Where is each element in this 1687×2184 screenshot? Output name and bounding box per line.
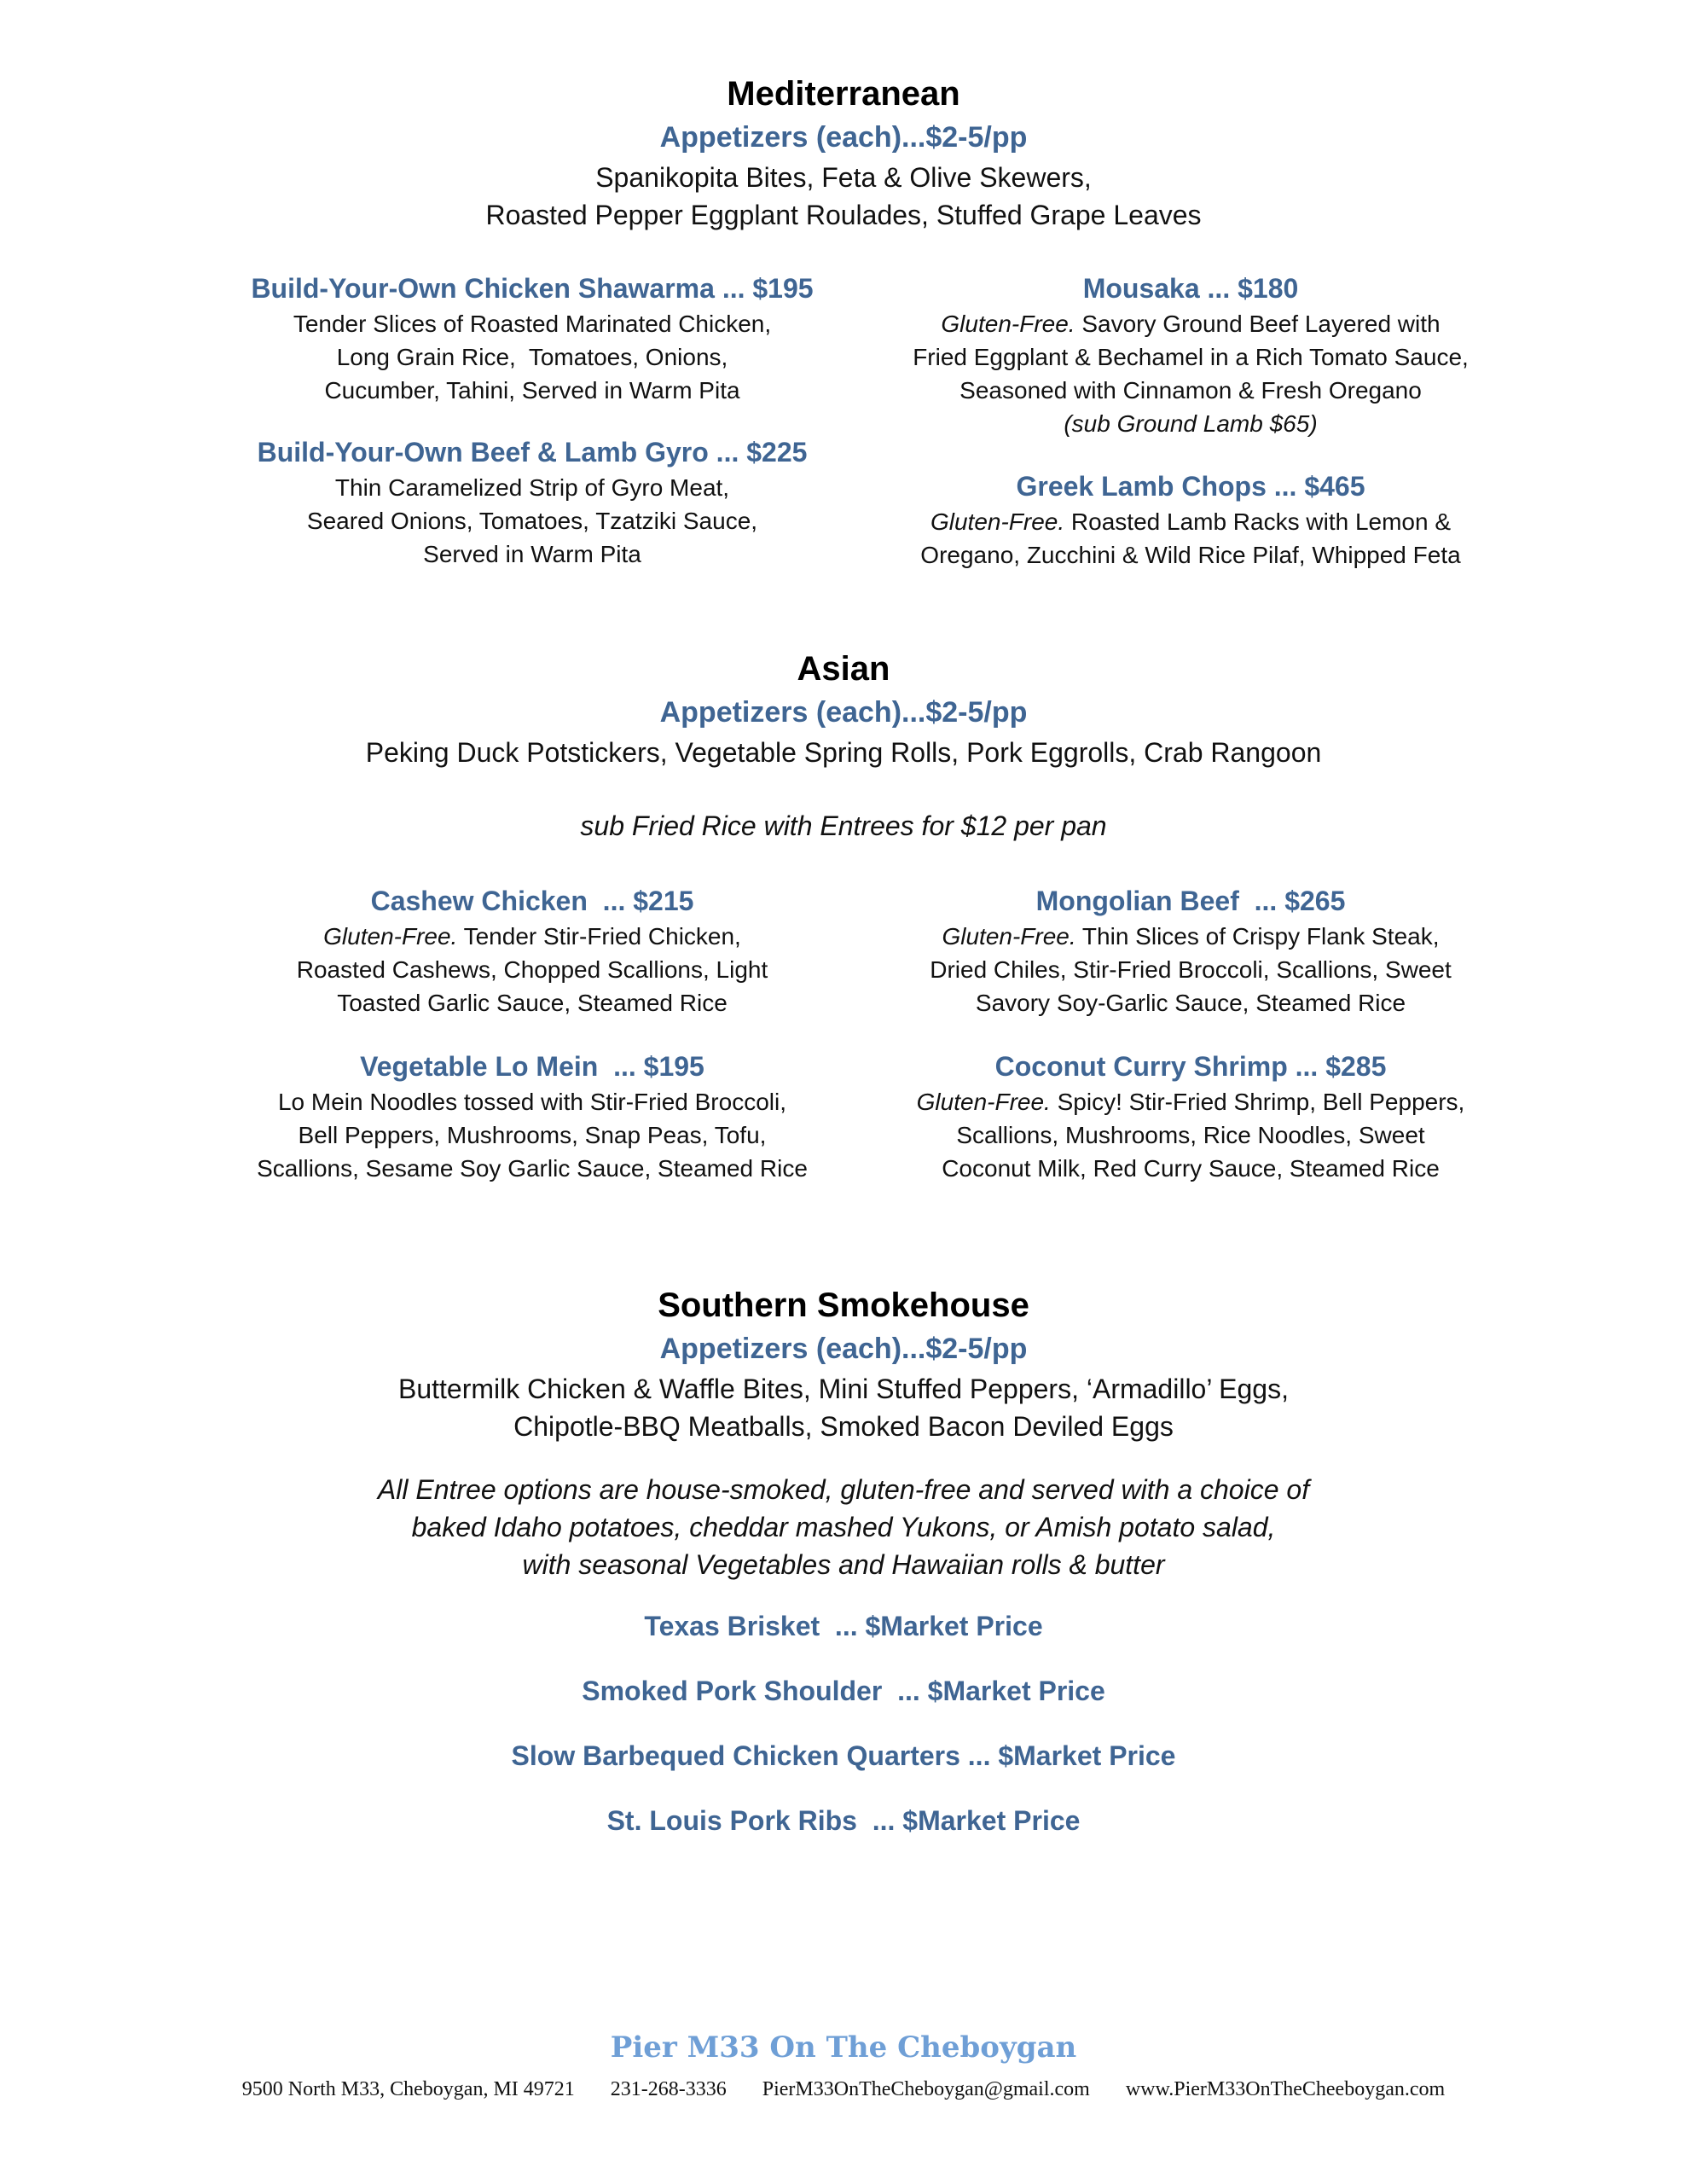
description-line: Scallions, Sesame Soy Garlic Sauce, Steamed Rice <box>257 1155 808 1182</box>
description-text: Savory Ground Beef Layered with <box>1081 311 1441 337</box>
description-line <box>867 920 1515 953</box>
footer-website[interactable]: www.PierM33OnTheCheeboygan.com <box>1125 2078 1446 2100</box>
item-name: Mousaka <box>1082 273 1200 304</box>
description-line: Cucumber, Tahini, Served in Warm Pita <box>324 377 740 404</box>
substitution-note: (sub Ground Lamb $65) <box>1064 410 1318 437</box>
description-line <box>208 920 856 953</box>
description-line <box>867 307 1515 340</box>
appetizers-line: Chipotle-BBQ Meatballs, Smoked Bacon Deviled Eggs <box>513 1411 1174 1442</box>
appetizers-line: Spanikopita Bites, Feta & Olive Skewers, <box>595 162 1092 193</box>
description-line: Toasted Garlic Sauce, Steamed Rice <box>337 990 728 1016</box>
footer-address: 9500 North M33, Cheboygan, MI 49721 <box>241 2078 575 2100</box>
appetizers-line: Peking Duck Potstickers, Vegetable Spring Rolls, Pork Eggrolls, Crab Rangoon <box>365 737 1322 768</box>
menu-item-chicken-shawarma <box>208 270 856 407</box>
footer-phone[interactable]: 231-268-3336 <box>610 2078 727 2100</box>
description-line: Served in Warm Pita <box>423 541 641 567</box>
item-description <box>208 307 856 407</box>
item-price: ... $465 <box>1273 471 1365 502</box>
item-description <box>867 307 1515 440</box>
item-title <box>867 468 1515 505</box>
item-title <box>208 270 856 307</box>
description-line: Oregano, Zucchini & Wild Rice Pilaf, Whipped Feta <box>920 542 1461 568</box>
description-line: Thin Caramelized Strip of Gyro Meat, <box>334 474 730 501</box>
item-description <box>208 920 856 1019</box>
item-name: Greek Lamb Chops <box>1016 471 1267 502</box>
gluten-free-label: Gluten-Free. <box>916 1089 1051 1115</box>
footer-contact-line <box>0 2078 1687 2101</box>
item-price: ... $180 <box>1207 273 1299 304</box>
item-price: ... $225 <box>716 437 808 468</box>
menu-item-beef-lamb-gyro <box>208 433 856 571</box>
item-title <box>867 1048 1515 1085</box>
gluten-free-label: Gluten-Free. <box>930 508 1065 535</box>
gluten-free-label: Gluten-Free. <box>941 311 1075 337</box>
item-title <box>208 882 856 920</box>
item-title <box>867 270 1515 307</box>
item-name: Cashew Chicken <box>370 886 588 916</box>
description-line: Roasted Cashews, Chopped Scallions, Light <box>296 956 768 983</box>
gluten-free-label: Gluten-Free. <box>942 923 1076 950</box>
item-description <box>867 505 1515 572</box>
item-name: Build-Your-Own Beef & Lamb Gyro <box>257 437 709 468</box>
section-title-southern-smokehouse: Southern Smokehouse <box>658 1287 1029 1324</box>
appetizers-heading-mediterranean: Appetizers (each)...$2-5/pp <box>659 121 1028 154</box>
section-title-mediterranean: Mediterranean <box>727 75 960 113</box>
description-text: Spicy! Stir-Fried Shrimp, Bell Peppers, <box>1057 1089 1465 1115</box>
item-description <box>208 471 856 571</box>
description-line: Seasoned with Cinnamon & Fresh Oregano <box>959 377 1422 404</box>
item-name: Build-Your-Own Chicken Shawarma <box>251 273 715 304</box>
item-price: ... $215 <box>594 886 694 916</box>
description-line: Tender Slices of Roasted Marinated Chicken, <box>293 311 772 337</box>
menu-item-greek-lamb-chops <box>867 468 1515 572</box>
item-description <box>867 1085 1515 1185</box>
entree-note-line: baked Idaho potatoes, cheddar mashed Yukons, or Amish potato salad, <box>411 1512 1276 1542</box>
section-title-asian: Asian <box>797 650 890 688</box>
description-text: Tender Stir-Fried Chicken, <box>463 923 741 950</box>
appetizers-heading-asian: Appetizers (each)...$2-5/pp <box>659 696 1028 729</box>
item-name: Vegetable Lo Mein <box>360 1051 599 1082</box>
menu-item-pork-ribs: St. Louis Pork Ribs ... $Market Price <box>606 1805 1081 1836</box>
item-name: Mongolian Beef <box>1035 886 1239 916</box>
item-description <box>208 1085 856 1185</box>
item-title <box>208 1048 856 1085</box>
menu-item-chicken-quarters: Slow Barbequed Chicken Quarters ... $Market Price <box>511 1740 1176 1771</box>
description-line: Long Grain Rice, Tomatoes, Onions, <box>336 344 728 370</box>
gluten-free-label: Gluten-Free. <box>323 923 458 950</box>
description-text: Roasted Lamb Racks with Lemon & <box>1070 508 1452 535</box>
description-line: Lo Mein Noodles tossed with Stir-Fried Broccoli, <box>277 1089 786 1115</box>
description-line <box>867 505 1515 538</box>
item-price: ... $195 <box>722 273 814 304</box>
description-line: Savory Soy-Garlic Sauce, Steamed Rice <box>975 990 1406 1016</box>
description-text: Thin Slices of Crispy Flank Steak, <box>1081 923 1440 950</box>
item-title <box>867 882 1515 920</box>
description-line: Coconut Milk, Red Curry Sauce, Steamed Rice <box>942 1155 1440 1182</box>
menu-item-mongolian-beef <box>867 882 1515 1019</box>
menu-item-cashew-chicken <box>208 882 856 1019</box>
footer-email[interactable]: PierM33OnTheCheboygan@gmail.com <box>762 2078 1090 2100</box>
item-name: Coconut Curry Shrimp <box>994 1051 1288 1082</box>
entree-note-line: All Entree options are house-smoked, gluten-free and served with a choice of <box>377 1474 1310 1505</box>
item-price: ... $285 <box>1295 1051 1387 1082</box>
description-line: Scallions, Mushrooms, Rice Noodles, Sweet <box>956 1122 1425 1148</box>
description-line: Bell Peppers, Mushrooms, Snap Peas, Tofu, <box>298 1122 767 1148</box>
item-description <box>867 920 1515 1019</box>
item-title <box>208 433 856 471</box>
footer-brand: Pier M33 On The Cheboygan <box>610 2030 1077 2065</box>
appetizers-line: Roasted Pepper Eggplant Roulades, Stuffed Grape Leaves <box>485 200 1202 230</box>
description-line: Fried Eggplant & Bechamel in a Rich Tomato Sauce, <box>913 344 1469 370</box>
description-line: Seared Onions, Tomatoes, Tzatziki Sauce, <box>306 508 758 534</box>
menu-item-vegetable-lo-mein <box>208 1048 856 1185</box>
menu-item-texas-brisket: Texas Brisket ... $Market Price <box>644 1611 1043 1641</box>
description-line: Dried Chiles, Stir-Fried Broccoli, Scallions, Sweet <box>930 956 1452 983</box>
menu-item-smoked-pork-shoulder: Smoked Pork Shoulder ... $Market Price <box>582 1676 1105 1706</box>
entree-note-line: with seasonal Vegetables and Hawaiian rolls & butter <box>522 1549 1165 1580</box>
menu-item-coconut-curry-shrimp <box>867 1048 1515 1185</box>
item-price: ... $265 <box>1246 886 1346 916</box>
item-price: ... $195 <box>606 1051 704 1082</box>
menu-item-mousaka <box>867 270 1515 440</box>
appetizers-heading-southern: Appetizers (each)...$2-5/pp <box>659 1333 1028 1365</box>
description-line <box>867 1085 1515 1118</box>
fried-rice-note: sub Fried Rice with Entrees for $12 per pan <box>580 810 1107 841</box>
appetizers-line: Buttermilk Chicken & Waffle Bites, Mini Stuffed Peppers, ‘Armadillo’ Eggs, <box>398 1374 1289 1404</box>
